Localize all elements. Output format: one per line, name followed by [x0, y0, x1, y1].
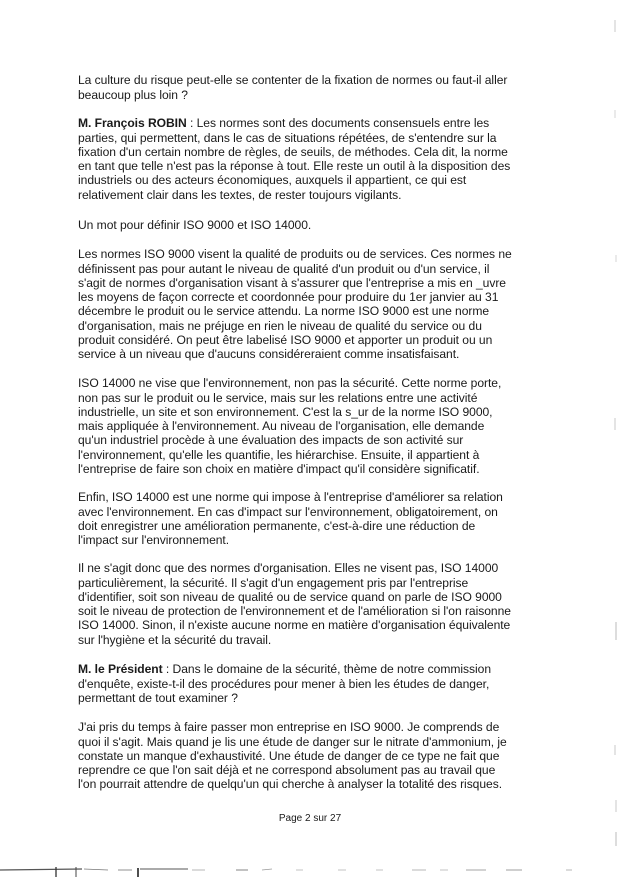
- scan-artifact-bottom: [0, 864, 620, 877]
- speaker-name: M. François ROBIN: [78, 116, 187, 131]
- paragraph-iso-9000: [78, 233, 538, 362]
- paragraph-question-culture-risque: [78, 59, 538, 102]
- paragraph-president-question: [78, 648, 538, 705]
- paragraph-definir-iso: [78, 204, 538, 233]
- paragraph-text: Les normes ISO 9000 visent la qualité de produits ou de services. Ces normes ne définissent pas pour autant le niveau de qualité d'un produit ou d'un service, il s'agit de normes d'organisation visant à s'assurer que l'entreprise a mis en _uvre les moyens de façon correcte et coordonnée pour produire du 1er janvier au 31 décembre le produit ou le service attendu. La norme ISO 9000 est une norme d'organisation, mais ne préjuge en rien le niveau de qualité du service ou du produit considéré. On peut être labelisé ISO 9000 et apporter un produit ou un service à un niveau que d'aucuns considéreraient comme insatisfaisant.: [78, 247, 512, 362]
- paragraph-text: Enfin, ISO 14000 est une norme qui impose à l'entreprise d'améliorer sa relation avec l'environnement. En cas d'impact sur l'environnement, obligatoirement, on doit enregistrer une amélioration permanente, c'est-à-dire une réduction de l'impact sur l'environnement.: [78, 490, 503, 548]
- paragraph-text: Il ne s'agit donc que des normes d'organisation. Elles ne visent pas, ISO 14000 particulièrement, la sécurité. Il s'agit d'un engagement pris par l'entreprise d'identifier, soit son niveau de qualité ou de service quand on parle de ISO 9000 soit le niveau de protection de l'environnement et de l'amélioration si l'on raisonne ISO 14000. Sinon, il n'existe aucune norme en matière d'organisation équivalente sur l'hygiène et la sécurité du travail.: [78, 561, 511, 647]
- paragraph-text: : Les normes sont des documents consensuels entre les parties, qui permettent, dans le cas de situations répétées, de s'entendre sur la fixation d'un certain nombre de règles, de seuils, de méthodes. Cela dit, la norme en tant que telle n'est pas la réponse à tout. Elle reste un outil à la disposition des industriels ou des acteurs économiques, auxquels il appartient, ce qui est relativement clair dans les textes, de rester toujours vigilants.: [78, 116, 511, 202]
- page-number: Page 2 sur 27: [278, 813, 342, 824]
- speaker-name: M. le Président: [78, 662, 163, 677]
- paragraph-iso-14000-amelioration: [78, 476, 538, 547]
- scan-artifact-right-edge: [606, 0, 620, 877]
- paragraph-text: Un mot pour définir ISO 9000 et ISO 14000.: [78, 218, 312, 233]
- paragraph-text: : Dans le domaine de la sécurité, thème de notre commission d'enquête, existe-t-il des procédures pour mener à bien les études de danger, permettant de tout examiner ?: [78, 662, 492, 705]
- paragraph-normes-organisation: [78, 547, 538, 647]
- paragraph-text: La culture du risque peut-elle se contenter de la fixation de normes ou faut-il aller beaucoup plus loin ?: [78, 73, 508, 102]
- paragraph-iso-14000: [78, 362, 538, 476]
- paragraph-text: ISO 14000 ne vise que l'environnement, non pas la sécurité. Cette norme porte, non pas sur le produit ou le service, mais sur les relations entre une activité industrielle, un site et son environnement. C'est la s_ur de la norme ISO 9000, mais appliquée à l'environnement. Au niveau de l'organisation, elle demande qu'un industriel procède à une évaluation des impacts de son activité sur l'environnement, qu'elle les quantifie, les hiérarchise. Ensuite, il appartient à l'entreprise de faire son choix en matière d'impact qu'il considère significatif.: [78, 376, 502, 477]
- paragraph-text: J'ai pris du temps à faire passer mon entreprise en ISO 9000. Je comprends de quoi il s'agit. Mais quand je lis une étude de danger sur le nitrate d'ammonium, je constate un manque d'exhaustivité. Une étude de danger de ce type ne fait que reprendre ce que l'on sait déjà et ne correspond absolument pas au travail que l'on pourrait attendre de quelqu'un qui cherche à analyser la totalité des risques.: [78, 720, 507, 792]
- paragraph-robin-normes: [78, 102, 538, 202]
- paragraph-etude-danger: [78, 706, 538, 792]
